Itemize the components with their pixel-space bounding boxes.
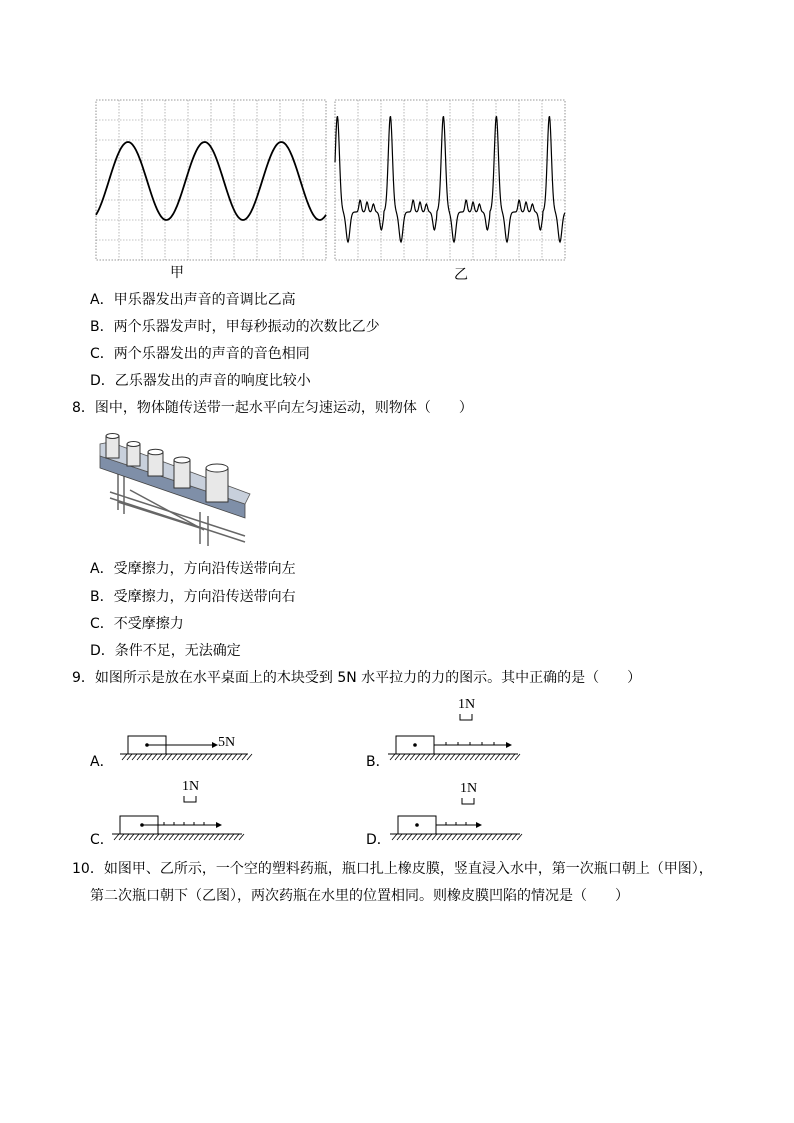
- q9-option-c-label[interactable]: C．: [90, 832, 114, 848]
- q9-option-d-scale-label: 1N: [460, 781, 478, 796]
- q9-option-b-scale-label: 1N: [458, 697, 476, 712]
- q10-stem-line2: 第二次瓶口朝下（乙图），两次药瓶在水里的位置相同。则橡皮膜凹陷的情况是（ ）: [90, 888, 629, 904]
- q9-option-c-scale-label: 1N: [182, 779, 200, 794]
- waveform-yi-figure: [335, 100, 567, 262]
- figure-label-jia: 甲: [170, 265, 184, 281]
- q8-option-c[interactable]: C．不受摩擦力: [90, 616, 184, 632]
- q7-option-c[interactable]: C．两个乐器发出的声音的音色相同: [90, 346, 310, 362]
- q8-option-d[interactable]: D．条件不足，无法确定: [90, 643, 241, 659]
- waveform-jia-figure: [96, 100, 328, 262]
- q9-option-c-scale-icon: [182, 796, 202, 804]
- q9-option-c-diagram[interactable]: [112, 810, 252, 846]
- q9-option-b-diagram[interactable]: [388, 730, 528, 766]
- q8-stem: 8．图中，物体随传送带一起水平向左匀速运动，则物体（ ）: [72, 400, 473, 416]
- q8-option-a[interactable]: A．受摩擦力，方向沿传送带向左: [90, 561, 296, 577]
- q7-option-a[interactable]: A．甲乐器发出声音的音调比乙高: [90, 292, 296, 308]
- q10-stem-line1: 10．如图甲、乙所示，一个空的塑料药瓶，瓶口扎上橡皮膜，竖直浸入水中，第一次瓶口朝上（甲图），: [72, 861, 713, 877]
- q9-option-b-scale-icon: [458, 714, 478, 722]
- q9-option-d-label[interactable]: D．: [366, 832, 391, 848]
- q9-option-a-label[interactable]: A．: [90, 754, 114, 770]
- conveyor-belt-figure: [100, 432, 270, 550]
- q7-option-b[interactable]: B．两个乐器发声时，甲每秒振动的次数比乙少: [90, 319, 380, 335]
- q9-option-a-diagram[interactable]: [120, 730, 260, 766]
- q7-option-d[interactable]: D．乙乐器发出的声音的响度比较小: [90, 373, 311, 389]
- q9-option-a-force-label: 5N: [218, 735, 236, 750]
- q9-stem: 9．如图所示是放在水平桌面上的木块受到 5N 水平拉力的力的图示。其中正确的是（ ）: [72, 670, 642, 686]
- q8-option-b[interactable]: B．受摩擦力，方向沿传送带向右: [90, 589, 296, 605]
- q9-option-d-scale-icon: [460, 798, 480, 806]
- q9-option-d-diagram[interactable]: [390, 810, 530, 846]
- figure-label-yi: 乙: [454, 267, 468, 283]
- q9-option-b-label[interactable]: B．: [366, 754, 390, 770]
